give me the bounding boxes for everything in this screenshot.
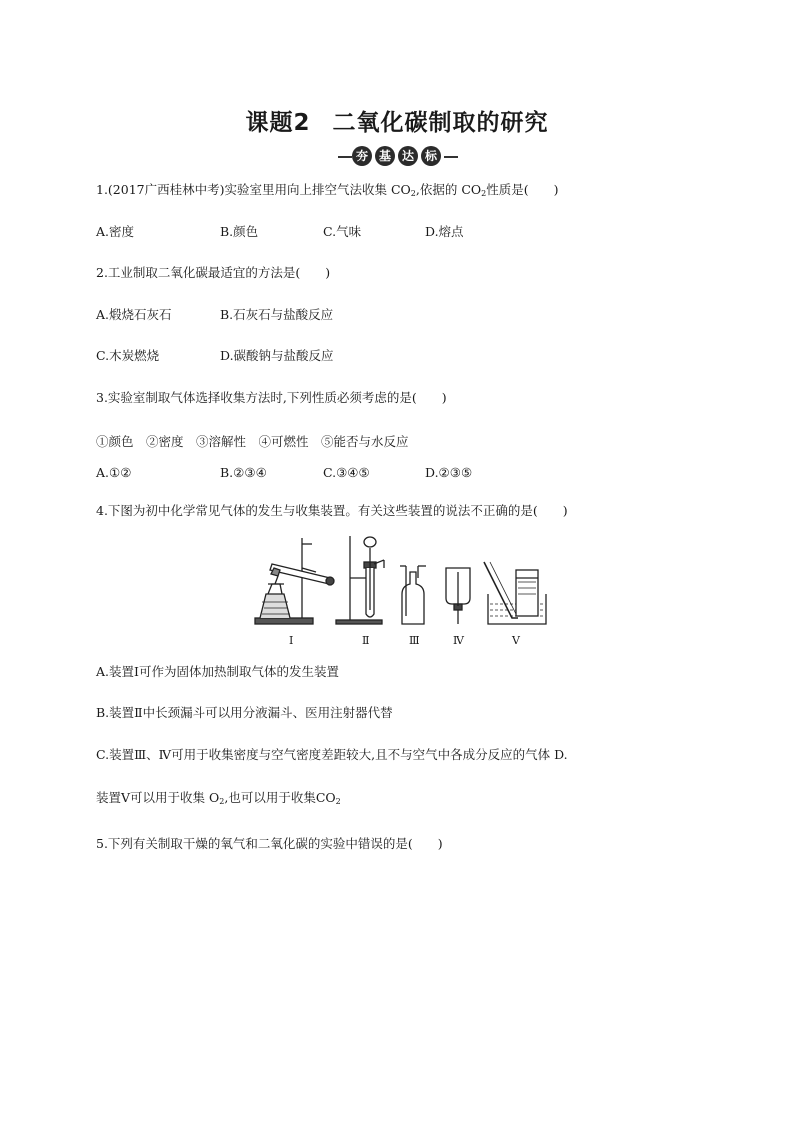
q2-option-c: C.木炭燃烧 xyxy=(96,348,160,363)
apparatus-5 xyxy=(484,562,546,624)
question-2-stem: 2.工业制取二氧化碳最适宜的方法是( ) xyxy=(96,265,331,280)
q1-option-b: B.颜色 xyxy=(220,224,259,239)
apparatus-3 xyxy=(400,566,426,624)
apparatus-label-5: Ⅴ xyxy=(512,634,520,647)
q1-sub-1: 2 xyxy=(410,189,416,198)
q4-d-sub-2: 2 xyxy=(335,797,341,806)
q1-text-b: ,依据的 CO xyxy=(415,182,482,197)
badge-char: 达 xyxy=(398,146,418,166)
lesson-number: 课题2 xyxy=(245,110,311,136)
q3-option-d: D.②③⑤ xyxy=(425,465,473,480)
apparatus-label-2: Ⅱ xyxy=(362,634,370,647)
apparatus-4 xyxy=(446,568,470,624)
q2-option-a: A.煅烧石灰石 xyxy=(96,307,172,322)
q4-d-sub-1: 2 xyxy=(219,797,225,806)
q2-option-d: D.碳酸钠与盐酸反应 xyxy=(220,348,334,363)
q1-text-a: 1.(2017广西桂林中考)实验室里用向上排空气法收集 CO xyxy=(96,182,411,197)
question-3-stem: 3.实验室制取气体选择收集方法时,下列性质必须考虑的是( ) xyxy=(96,390,447,405)
q4-option-d xyxy=(96,788,341,806)
q3-option-a: A.①② xyxy=(96,465,132,480)
q1-text-c: 性质是( ) xyxy=(486,182,559,197)
badge-char: 夯 xyxy=(352,146,372,166)
question-1-stem xyxy=(96,180,559,198)
apparatus-label-4: Ⅳ xyxy=(453,634,464,647)
apparatus-1 xyxy=(255,538,334,624)
question-4-stem: 4.下图为初中化学常见气体的发生与收集装置。有关这些装置的说法不正确的是( ) xyxy=(96,503,568,518)
apparatus-figure xyxy=(250,532,550,632)
question-5-stem: 5.下列有关制取干燥的氧气和二氧化碳的实验中错误的是( ) xyxy=(96,836,443,851)
q2-option-b: B.石灰石与盐酸反应 xyxy=(220,307,334,322)
lesson-topic: 二氧化碳制取的研究 xyxy=(332,110,549,136)
q4-option-c: C.装置Ⅲ、Ⅳ可用于收集密度与空气密度差距较大,且不与空气中各成分反应的气体 D. xyxy=(96,747,568,762)
apparatus-label-1: Ⅰ xyxy=(289,634,294,647)
q3-option-b: B.②③④ xyxy=(220,465,267,480)
q3-property-list: ①颜色 ②密度 ③溶解性 ④可燃性 ⑤能否与水反应 xyxy=(96,434,409,449)
section-badge xyxy=(338,146,458,168)
apparatus-2 xyxy=(336,536,384,624)
badge-char: 基 xyxy=(375,146,395,166)
q3-option-c: C.③④⑤ xyxy=(323,465,370,480)
q4-option-a: A.装置Ⅰ可作为固体加热制取气体的发生装置 xyxy=(96,664,339,679)
q1-option-a: A.密度 xyxy=(96,224,135,239)
q4-d-text-b: ,也可以用于收集CO xyxy=(224,790,336,805)
badge-line-left xyxy=(338,156,352,158)
q1-sub-2: 2 xyxy=(481,189,487,198)
q1-option-d: D.熔点 xyxy=(425,224,464,239)
page-title xyxy=(0,104,794,137)
badge-line-right xyxy=(444,156,458,158)
badge-char: 标 xyxy=(421,146,441,166)
q4-option-b: B.装置Ⅱ中长颈漏斗可以用分液漏斗、医用注射器代替 xyxy=(96,705,393,720)
q4-d-text-a: 装置Ⅴ可以用于收集 O xyxy=(96,790,220,805)
apparatus-label-3: Ⅲ xyxy=(409,634,420,647)
q1-option-c: C.气味 xyxy=(323,224,362,239)
